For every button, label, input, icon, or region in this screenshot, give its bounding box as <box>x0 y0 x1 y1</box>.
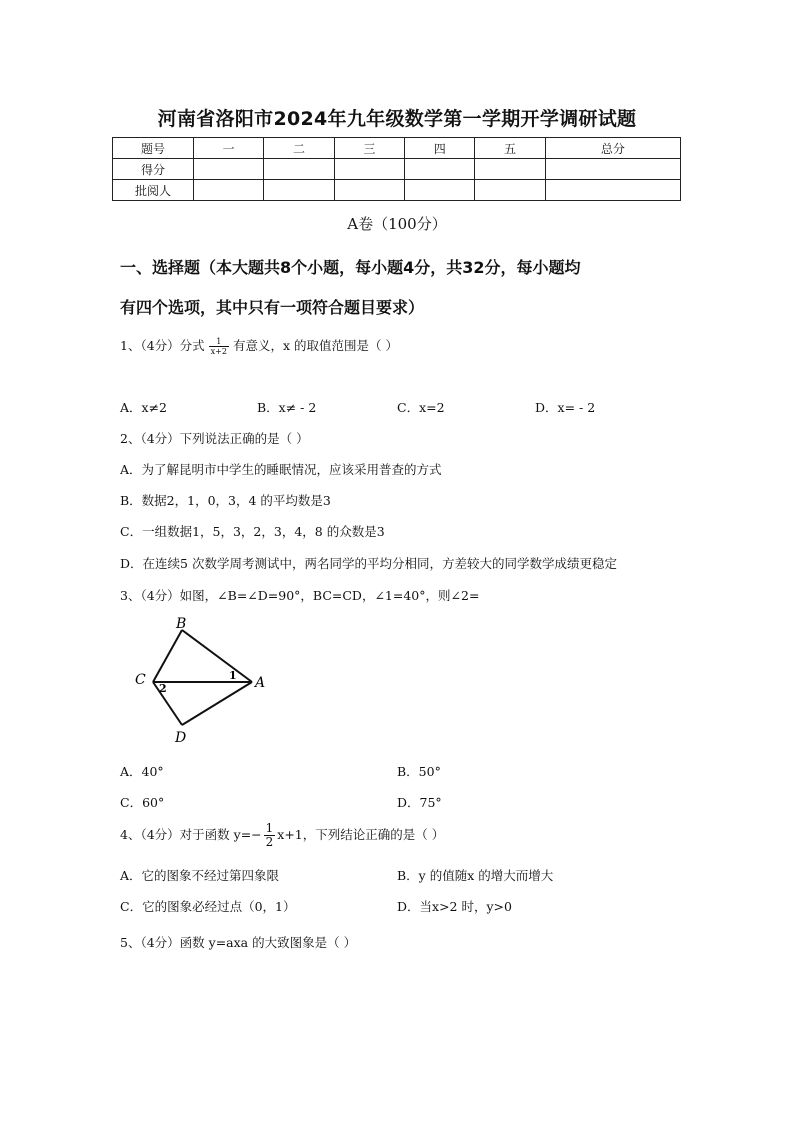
section-heading-line1: 一、选择题（本大题共8个小题，每小题4分，共32分，每小题均 <box>120 258 581 277</box>
table-cell[interactable] <box>545 159 680 180</box>
q4-option-b[interactable]: B．y 的值随x 的增大而增大 <box>397 868 554 883</box>
table-cell[interactable] <box>194 159 264 180</box>
question-1-prefix: 1、（4分）分式 <box>120 338 205 353</box>
segment-cd <box>153 682 182 725</box>
table-cell: 批阅人 <box>113 180 194 201</box>
question-1-stem <box>120 336 398 356</box>
table-cell[interactable] <box>405 180 475 201</box>
table-cell[interactable] <box>334 180 404 201</box>
table-cell[interactable] <box>475 159 545 180</box>
q3-option-d[interactable]: D．75° <box>397 795 442 810</box>
fraction-denominator: 2 <box>265 835 274 849</box>
table-cell[interactable] <box>334 159 404 180</box>
table-row <box>113 138 681 159</box>
fraction <box>264 822 276 849</box>
q1-option-c[interactable]: C．x=2 <box>397 400 445 415</box>
q4-option-d[interactable]: D．当x>2 时，y>0 <box>397 899 512 914</box>
q2-option-b[interactable]: B．数据2，1，0，3，4 的平均数是3 <box>120 493 331 508</box>
table-cell: 一 <box>194 138 264 159</box>
q4-option-c[interactable]: C．它的图象必经过点（0，1） <box>120 899 296 914</box>
table-cell[interactable] <box>194 180 264 201</box>
question-2-stem: 2、（4分）下列说法正确的是（ ） <box>120 431 309 446</box>
fraction <box>209 337 229 356</box>
table-cell: 总分 <box>545 138 680 159</box>
table-cell: 四 <box>405 138 475 159</box>
q3-option-c[interactable]: C．60° <box>120 795 165 810</box>
question-3-stem: 3、（4分）如图，∠B=∠D=90°，BC=CD，∠1=40°，则∠2= <box>120 588 480 603</box>
angle-2-label: 2 <box>159 682 167 695</box>
segment-da <box>182 682 252 725</box>
table-cell: 得分 <box>113 159 194 180</box>
question-4-stem <box>120 822 444 849</box>
fraction-denominator: x+2 <box>210 347 227 356</box>
table-cell: 三 <box>334 138 404 159</box>
q4-option-a[interactable]: A．它的图象不经过第四象限 <box>120 868 280 883</box>
fraction-numerator: 1 <box>265 821 274 835</box>
question-1-suffix: 有意义，x 的取值范围是（ ） <box>232 338 398 353</box>
q1-option-a[interactable]: A．x≠2 <box>120 400 168 415</box>
q1-option-b[interactable]: B．x≠ - 2 <box>257 400 317 415</box>
table-cell[interactable] <box>405 159 475 180</box>
angle-1-label: 1 <box>229 669 237 682</box>
table-row <box>113 180 681 201</box>
table-row <box>113 159 681 180</box>
segment-cb <box>153 630 182 682</box>
label-b: B <box>176 616 187 632</box>
table-cell: 题号 <box>113 138 194 159</box>
page-title: 河南省洛阳市2024年九年级数学第一学期开学调研试题 <box>157 108 637 130</box>
table-cell[interactable] <box>264 159 334 180</box>
q3-option-a[interactable]: A．40° <box>120 764 164 779</box>
question-4-suffix: x+1，下列结论正确的是（ ） <box>277 827 445 842</box>
table-cell: 二 <box>264 138 334 159</box>
fraction-numerator: 1 <box>209 337 229 347</box>
label-a: A <box>255 675 266 691</box>
q1-option-d[interactable]: D．x= - 2 <box>535 400 596 415</box>
q2-option-c[interactable]: C．一组数据1，5，3，2，3，4，8 的众数是3 <box>120 524 385 539</box>
table-cell[interactable] <box>264 180 334 201</box>
table-cell[interactable] <box>475 180 545 201</box>
question-4-prefix: 4、（4分）对于函数 y=− <box>120 827 262 842</box>
section-heading-line2: 有四个选项，其中只有一项符合题目要求） <box>120 298 425 317</box>
segment-ba <box>182 630 252 682</box>
question-5-stem: 5、（4分）函数 y=axa 的大致图象是（ ） <box>120 935 357 950</box>
table-cell: 五 <box>475 138 545 159</box>
score-table <box>112 137 681 201</box>
q2-option-a[interactable]: A．为了解昆明市中学生的睡眠情况，应该采用普查的方式 <box>120 462 442 477</box>
geometry-figure <box>128 610 278 750</box>
q3-option-b[interactable]: B．50° <box>397 764 441 779</box>
table-cell[interactable] <box>545 180 680 201</box>
q2-option-d[interactable]: D．在连续5 次数学周考测试中，两名同学的平均分相同，方差较大的同学数学成绩更稳定 <box>120 556 617 571</box>
volume-label: A卷（100分） <box>347 215 447 233</box>
label-d: D <box>175 730 187 746</box>
label-c: C <box>135 672 146 688</box>
